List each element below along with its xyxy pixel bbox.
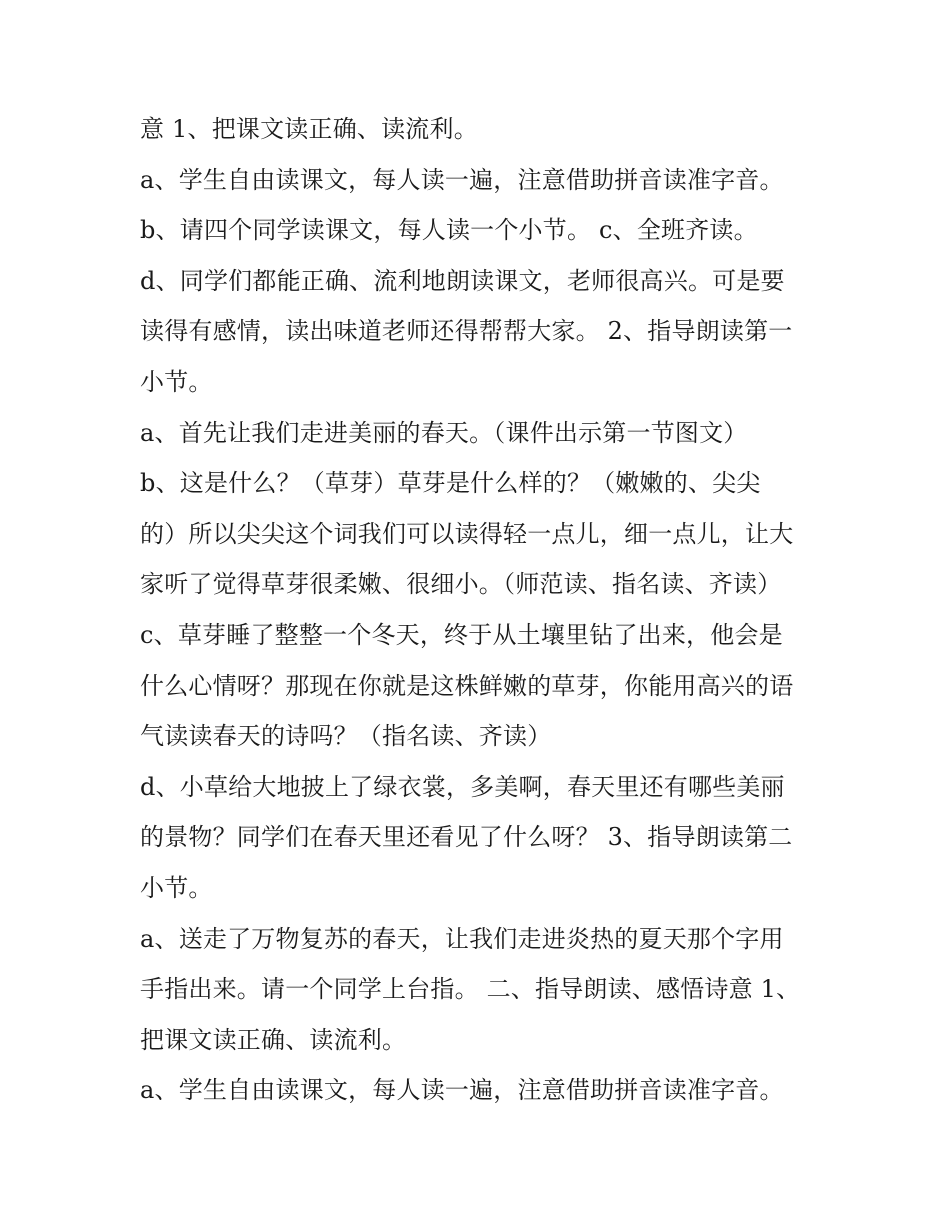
text-line: 意 1、把课文读正确、读流利。 <box>140 115 478 143</box>
text-line: 读得有感情，读出味道老师还得帮帮大家。 2、指导朗读第一 <box>140 317 793 346</box>
text-line: a、学生自由读课文，每人读一遍，注意借助拼音读准字音。 <box>140 1076 784 1105</box>
text-line: a、送走了万物复苏的春天，让我们走进炎热的夏天那个字用 <box>140 924 784 953</box>
text-line: 家听了觉得草芽很柔嫩、很细小。（师范读、指名读、齐读） <box>140 570 782 599</box>
text-line: c、草芽睡了整整一个冬天，终于从土壤里钻了出来，他会是 <box>140 620 783 649</box>
text-line: a、学生自由读课文，每人读一遍，注意借助拼音读准字音。 <box>140 165 784 194</box>
text-line: 把课文读正确、读流利。 <box>140 1025 407 1054</box>
document-body <box>140 104 820 1116</box>
text-line: b、请四个同学读课文，每人读一个小节。 c、全班齐读。 <box>140 216 758 245</box>
text-line: 气读读春天的诗吗？（指名读、齐读） <box>140 722 552 751</box>
text-line: 小节。 <box>140 873 213 902</box>
text-line: 的景物？同学们在春天里还看见了什么呀？ 3、指导朗读第二 <box>140 823 793 852</box>
text-line: 小节。 <box>140 367 213 396</box>
text-line: a、首先让我们走进美丽的春天。（课件出示第一节图文） <box>140 418 748 447</box>
text-line: d、小草给大地披上了绿衣裳，多美啊，春天里还有哪些美丽 <box>140 772 785 801</box>
text-line: d、同学们都能正确、流利地朗读课文，老师很高兴。可是要 <box>140 266 785 295</box>
text-line: 手指出来。请一个同学上台指。 二、指导朗读、感悟诗意 1、 <box>140 975 801 1004</box>
text-line: b、这是什么？（草芽）草芽是什么样的？（嫩嫩的、尖尖 <box>140 469 761 498</box>
text-line: 的）所以尖尖这个词我们可以读得轻一点儿，细一点儿，让大 <box>140 519 794 548</box>
text-line: 什么心情呀？那现在你就是这株鲜嫩的草芽，你能用高兴的语 <box>140 671 794 700</box>
